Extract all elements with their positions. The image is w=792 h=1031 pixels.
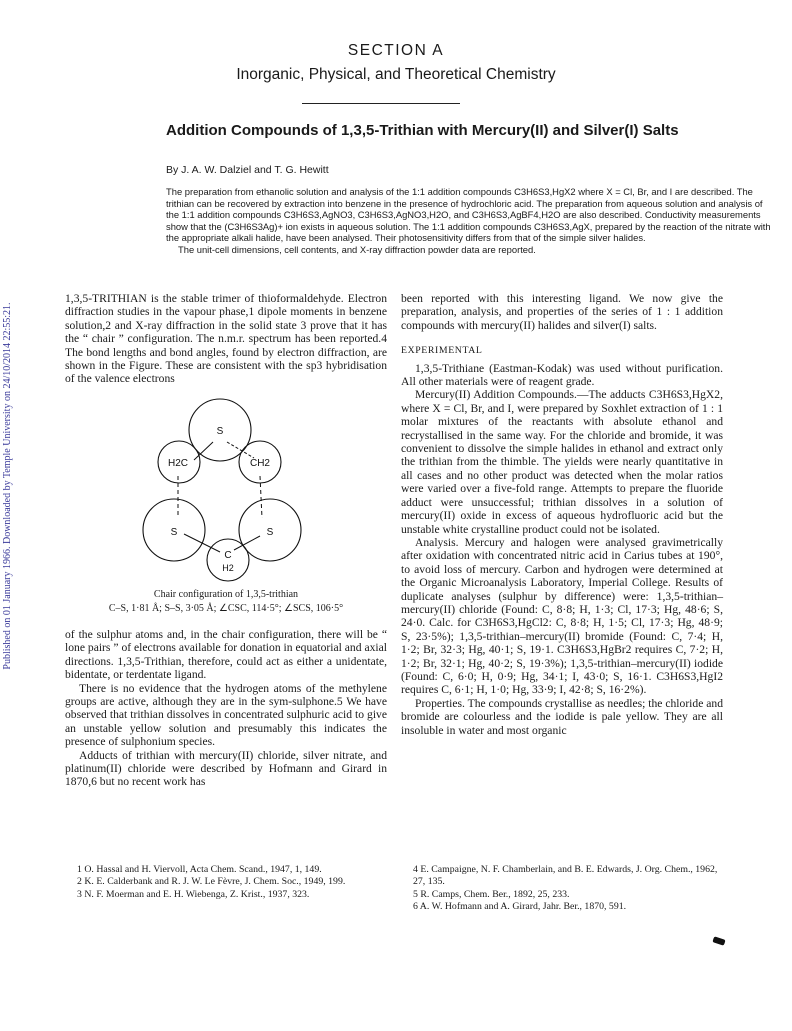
footnotes-right xyxy=(401,864,723,914)
end-mark xyxy=(712,936,725,945)
body-paragraph: been reported with this interesting ligand. We now give the preparation, analysis, and properties of the series of 1 : 1 addition compounds with mercury(II) halides and silver(I) salts. xyxy=(401,292,723,332)
abstract-paragraph: The unit-cell dimensions, cell contents, and X-ray diffraction powder data are reported. xyxy=(178,243,536,255)
figure-caption-data: C–S, 1·81 Å; S–S, 3·05 Å; ∠CSC, 114·5°; ∠SCS, 106·5° xyxy=(108,603,344,614)
body-paragraph: Adducts of trithian with mercury(II) chloride, silver nitrate, and platinum(II) chloride were described by Hofmann and Girard in 1870,6 but no recent work has xyxy=(65,748,387,789)
footnote: 5 R. Camps, Chem. Ber., 1892, 25, 233. xyxy=(413,888,570,900)
label-s-left: S xyxy=(170,527,178,538)
body-paragraph: There is no evidence that the hydrogen atoms of the methylene groups are active, although they are in the sym-sulphone.5 We have observed that trithian dissolves in concentrated sulphuric acid to give an unstable yellow solution and presumably this indicates the presence of sulphonium species. xyxy=(65,681,387,749)
section-label: SECTION A xyxy=(347,42,445,59)
body-paragraph: of the sulphur atoms and, in the chair configuration, there will be “ lone pairs ” of electrons available for donation in equatorial and axial directions. 1,3,5-Trithian, therefore, could act as either a unidentate, bidentate, or terdentate ligand. xyxy=(65,628,387,682)
body-paragraph: 1,3,5-Trithiane (Eastman-Kodak) was used without purification. All other materials were of reagent grade. xyxy=(401,361,723,389)
bond-line xyxy=(234,536,260,550)
paper-title: Addition Compounds of 1,3,5-Trithian with Mercury(II) and Silver(I) Salts xyxy=(166,122,679,139)
label-c-right: CH2 xyxy=(249,458,271,469)
footnote: 1 O. Hassal and H. Viervoll, Acta Chem. Scand., 1947, 1, 149. xyxy=(77,864,322,875)
abstract xyxy=(166,186,772,256)
experimental-heading: EXPERIMENTAL xyxy=(401,345,483,357)
right-column xyxy=(401,292,723,737)
bond-line xyxy=(260,476,262,518)
abstract-paragraph: The preparation from ethanolic solution and analysis of the 1:1 addition compounds C3H6S3,HgX2 where X = Cl, Br, and I are described. The trithian can be recovered by extraction into benzene in the presence of hydrochloric acid. The preparation from aqueous solution and analysis of the 1:1 addition compounds C3H6S3,AgNO3, C3H6S3,AgNO3,H2O, and C3H6S3,AgBF4,H2O are also described. Conductivity measurements show that the (C3H6S3Ag)+ ion exists in aqueous solution. The 1:1 addition compounds C3H6S3,AgX, prepared by the reaction of the nitrate with the appropriate alkali halide, have been analysed. Their photosensitivity differs from that of the simple silver halides. xyxy=(166,186,771,244)
footnotes-left xyxy=(65,864,387,901)
footnote: 3 N. F. Moerman and E. H. Wiebenga, Z. Krist., 1937, 323. xyxy=(77,888,310,900)
trithian-chair-figure xyxy=(138,390,310,586)
download-watermark: Published on 01 January 1966. Downloaded by Temple University on 24/10/2014 22:55:21. xyxy=(2,302,13,670)
title-rule xyxy=(302,103,460,104)
figure-caption xyxy=(65,588,387,616)
footnote: 2 K. E. Calderbank and R. J. W. Le Fèvre, J. Chem. Soc., 1949, 199. xyxy=(77,876,346,888)
label-c-bottom: C xyxy=(224,550,232,561)
paper-authors: By J. A. W. Dalziel and T. G. Hewitt xyxy=(166,164,329,176)
body-paragraph: Analysis. Mercury and halogen were analysed gravimetrically after oxidation with concentrated nitric acid in Carius tubes at 190°, to avoid loss of mercury. Carbon and hydrogen were determined at the Organic Microanalysis Laboratory, Imperial College. Results of duplicate analyses (sulphur by difference) were: 1,3,5-trithian–mercury(II) chloride (Found: C, 8·8; H, 1·3; Cl, 17·3; Hg, 48·6; S, 24·0. Calc. for C3H6S3,HgCl2: C, 8·8; H, 1·5; Cl, 17·3; Hg, 48·9; S, 23·5%); 1,3,5-trithian–mercury(II) bromide (Found: C, 7·4; H, 1·2; Br, 32·3; Hg, 40·1; S, 19·1. C3H6S3,HgBr2 requires C, 7·2; H, 1·2; Br, 32·1; Hg, 40·2; S, 19·3%); 1,3,5-trithian–mercury(II) iodide (Found: C, 6·0; H, 0·9; Hg, 34·1; I, 43·0; S, 16·1. C3H6S3,HgI2 requires C, 6·1; H, 1·0; Hg, 33·9; I, 42·8; S, 16·2%). xyxy=(401,535,723,697)
label-s-top: S xyxy=(216,426,224,437)
body-paragraph: Properties. The compounds crystallise as needles; the chloride and bromide are colourless and the iodide is pale yellow. They are all insoluble in water and most organic xyxy=(401,696,723,737)
bond-line xyxy=(184,534,220,552)
left-column-bottom xyxy=(65,628,387,789)
label-c-left: H2C xyxy=(167,458,189,469)
intro-paragraph: 1,3,5-TRITHIAN is the stable trimer of thioformaldehyde. Electron diffraction studies in the vapour phase,1 dipole moments in benzene solution,2 and X-ray diffraction in the solid state 3 prove that it has the “ chair ” configuration. The n.m.r. spectrum has been reported.4 The bond lengths and bond angles, found by electron diffraction, are shown in the Figure. These are consistent with the sp3 hybridisation of the valence electrons xyxy=(65,292,387,386)
figure-caption-title: Chair configuration of 1,3,5-trithian xyxy=(153,589,299,600)
footnote: 4 E. Campaigne, N. F. Chamberlain, and B. E. Edwards, J. Org. Chem., 1962, 27, 135. xyxy=(413,864,718,888)
label-h-bottom: H2 xyxy=(222,563,234,573)
section-title: Inorganic, Physical, and Theoretical Chemistry xyxy=(236,66,556,83)
label-s-right: S xyxy=(266,527,274,538)
left-column-top xyxy=(65,292,387,386)
footnote: 6 A. W. Hofmann and A. Girard, Jahr. Ber., 1870, 591. xyxy=(413,901,627,913)
body-paragraph: Mercury(II) Addition Compounds.—The adducts C3H6S3,HgX2, where X = Cl, Br, and I, were prepared by Soxhlet extraction of 1 : 1 molar mixtures of the reactants with absolute ethanol and recrystallised in the same way. For the chloride and bromide, it was convenient to dissolve the simple halides in ethanol and extract only the trithian from the thimble. The yields were nearly quantitative in all cases and no other product was detected when the molar ratios were varied over a five-fold range. Attempts to prepare the fluoride adduct were unsuccessful; trithian dissolves in a solution of mercury(II) oxide in excess of aqueous hydrofluoric acid but the unstable white crystalline product could not be isolated. xyxy=(401,388,723,536)
